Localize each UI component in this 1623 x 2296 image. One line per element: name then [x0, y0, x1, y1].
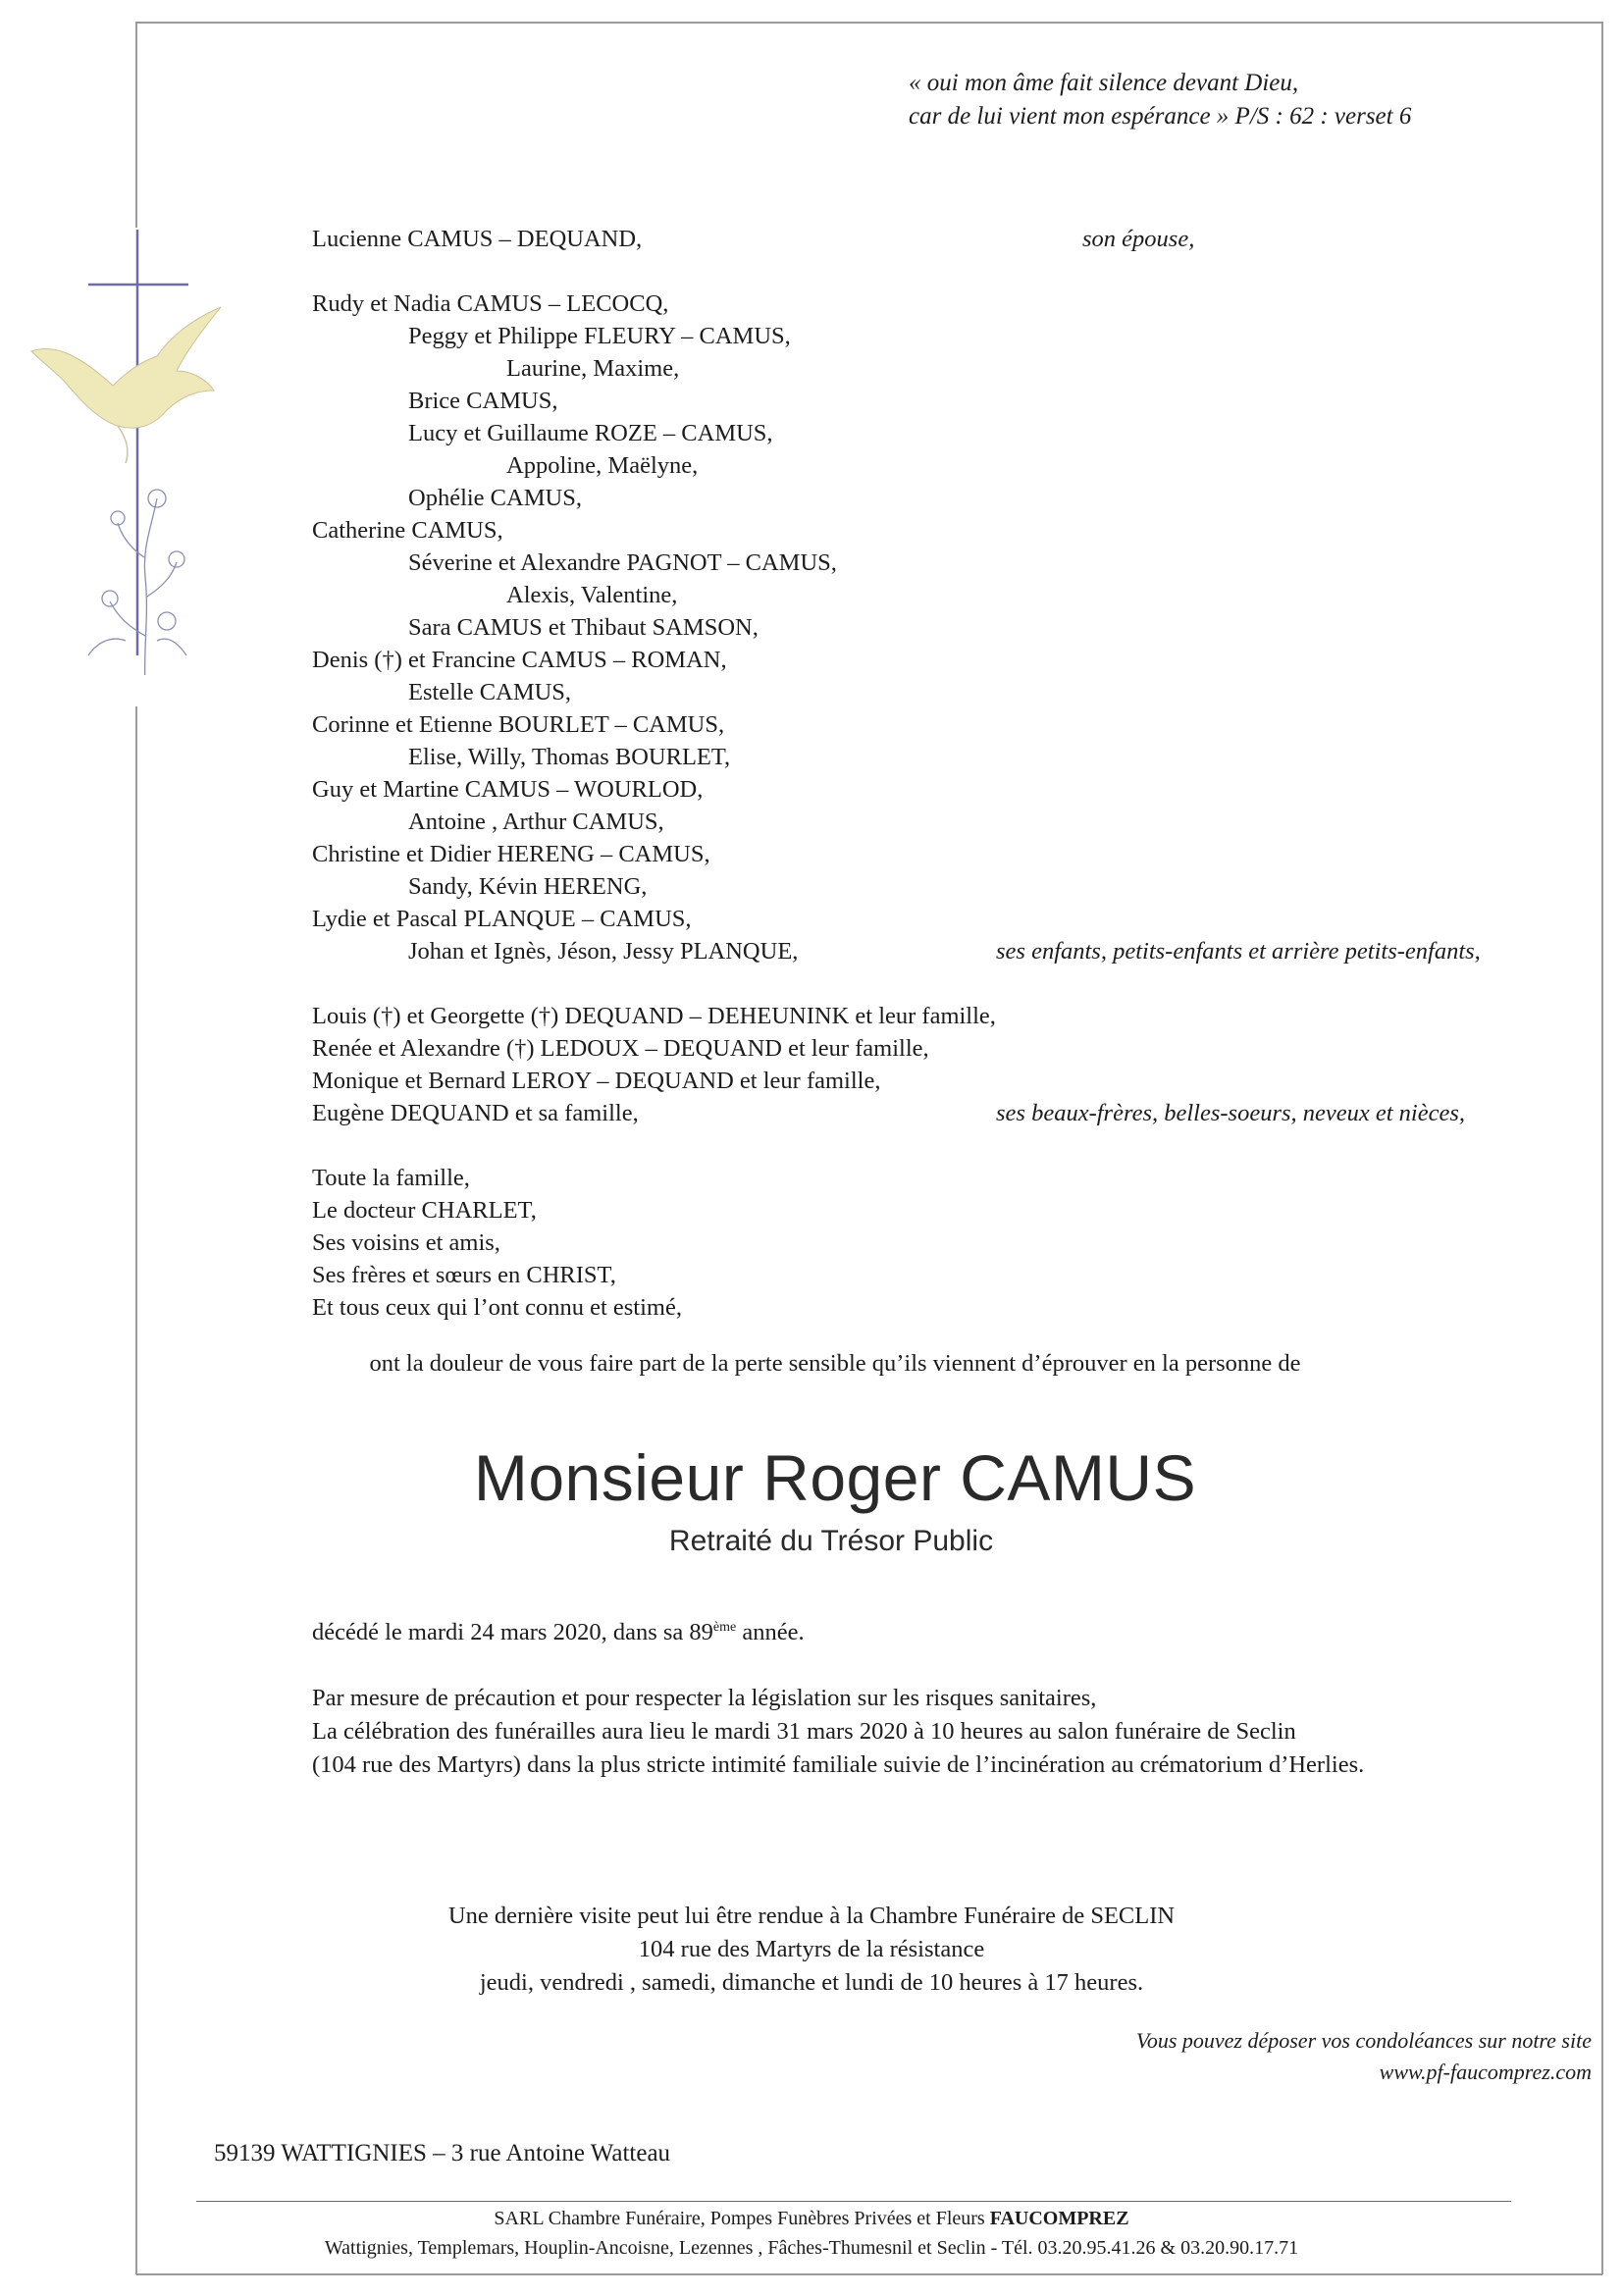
list-item: Peggy et Philippe FLEURY – CAMUS, [408, 323, 791, 349]
frame-bottom-border [136, 2273, 1602, 2275]
footer-locations-line: Wattignies, Templemars, Houplin-Ancoisne, Lezennes , Fâches-Thumesnil et Seclin - Tél. 03.20.95.41.26 & 03.20.90.17.71 [324, 2237, 1299, 2259]
epigraph-line: car de lui vient mon espérance » P/S : 62 : verset 6 [909, 103, 1412, 130]
list-item: Sandy, Kévin HERENG, [408, 873, 648, 900]
list-item: Antoine , Arthur CAMUS, [408, 809, 664, 835]
children-role: ses enfants, petits-enfants et arrière petits-enfants, [996, 938, 1481, 965]
dove-icon [31, 307, 221, 463]
condolences-website-link[interactable]: www.pf-faucomprez.com [1379, 2060, 1592, 2084]
list-item: Laurine, Maxime, [506, 355, 680, 382]
list-item: Lydie et Pascal PLANQUE – CAMUS, [312, 906, 692, 932]
death-text: décédé le mardi 24 mars 2020, dans sa 89 [312, 1619, 713, 1645]
list-item: Brice CAMUS, [408, 388, 558, 414]
list-item: Et tous ceux qui l’ont connu et estimé, [312, 1294, 682, 1321]
footer [0, 2204, 1623, 2263]
announcement-intro: ont la douleur de vous faire part de la perte sensible qu’ils viennent d’éprouver en la personne de [369, 1350, 1301, 1377]
condolences-text: Vous pouvez déposer vos condoléances sur notre site [1135, 2028, 1592, 2053]
family-list [312, 223, 1588, 1324]
list-item: Catherine CAMUS, [312, 517, 503, 544]
list-item: Appoline, Maëlyne, [506, 452, 699, 479]
spacer [312, 255, 1588, 287]
cross-icon [88, 230, 188, 655]
epigraph [909, 67, 1411, 133]
list-item: Johan et Ignès, Jéson, Jessy PLANQUE, [408, 938, 799, 965]
frame-left-border-upper [135, 22, 137, 228]
deceased-name: Monsieur Roger CAMUS [473, 1441, 1197, 1514]
list-item: Christine et Didier HERENG – CAMUS, [312, 841, 710, 867]
funeral-line: La célébration des funérailles aura lieu le mardi 31 mars 2020 à 10 heures au salon funéraire de Seclin [312, 1718, 1296, 1745]
funeral-details [312, 1682, 1364, 1782]
cross-dove-decoration-icon [20, 224, 245, 675]
list-item-with-role [312, 935, 1588, 967]
death-statement [312, 1616, 805, 1649]
footer-company-text: SARL Chambre Funéraire, Pompes Funèbres Privées et Fleurs [494, 2208, 990, 2229]
list-item: Ses voisins et amis, [312, 1229, 500, 1256]
footer-brand: FAUCOMPREZ [989, 2208, 1129, 2229]
list-item: Séverine et Alexandre PAGNOT – CAMUS, [408, 549, 837, 576]
visit-line: jeudi, vendredi , samedi, dimanche et lundi de 10 heures à 17 heures. [479, 1969, 1144, 1996]
funeral-line: Par mesure de précaution et pour respecter la législation sur les risques sanitaires, [312, 1685, 1097, 1711]
list-item: Renée et Alexandre (†) LEDOUX – DEQUAND et leur famille, [312, 1035, 929, 1062]
footer-divider [196, 2201, 1511, 2202]
frame-top-border [136, 22, 1602, 24]
list-item: Guy et Martine CAMUS – WOURLOD, [312, 776, 704, 803]
spouse-name: Lucienne CAMUS – DEQUAND, [312, 226, 643, 252]
death-text-tail: année. [736, 1619, 805, 1645]
spacer [312, 1129, 1588, 1162]
list-item: Alexis, Valentine, [506, 582, 678, 608]
condolences-note [1136, 2025, 1592, 2088]
list-item: Toute la famille, [312, 1165, 470, 1191]
visit-line: Une dernière visite peut lui être rendue à la Chambre Funéraire de SECLIN [447, 1903, 1176, 1929]
visit-info [0, 1900, 1623, 2000]
list-item: Elise, Willy, Thomas BOURLET, [408, 744, 731, 770]
list-item: Louis (†) et Georgette (†) DEQUAND – DEHEUNINK et leur famille, [312, 1003, 996, 1029]
death-ordinal-suffix: ème [712, 1619, 737, 1635]
list-item: Denis (†) et Francine CAMUS – ROMAN, [312, 647, 727, 673]
list-item: Monique et Bernard LEROY – DEQUAND et leur famille, [312, 1068, 881, 1094]
list-item: Lucy et Guillaume ROZE – CAMUS, [408, 420, 773, 446]
inlaws-role: ses beaux-frères, belles-soeurs, neveux et nièces, [996, 1100, 1466, 1126]
list-item: Rudy et Nadia CAMUS – LECOCQ, [312, 290, 669, 317]
list-item: Eugène DEQUAND et sa famille, [312, 1100, 639, 1126]
list-item: Ophélie CAMUS, [408, 485, 582, 511]
family-address: 59139 WATTIGNIES – 3 rue Antoine Watteau [214, 2140, 671, 2166]
list-item: Corinne et Etienne BOURLET – CAMUS, [312, 711, 725, 738]
epigraph-line: « oui mon âme fait silence devant Dieu, [909, 70, 1299, 96]
list-item-with-role [312, 1097, 1588, 1129]
footer-company-line [0, 2204, 1623, 2233]
list-item: Le docteur CHARLET, [312, 1197, 537, 1224]
funeral-line: (104 rue des Martyrs) dans la plus stricte intimité familiale suivie de l’incinération au crématorium d’Herlies. [312, 1751, 1365, 1778]
list-item: Ses frères et sœurs en CHRIST, [312, 1262, 616, 1288]
list-item: Estelle CAMUS, [408, 679, 572, 705]
spouse-line [312, 223, 1588, 255]
visit-line: 104 rue des Martyrs de la résistance [638, 1936, 985, 1962]
deceased-occupation: Retraité du Trésor Public [668, 1525, 994, 1557]
spouse-role: son épouse, [1082, 226, 1195, 252]
spacer [312, 967, 1588, 1000]
list-item: Sara CAMUS et Thibaut SAMSON, [408, 614, 759, 641]
